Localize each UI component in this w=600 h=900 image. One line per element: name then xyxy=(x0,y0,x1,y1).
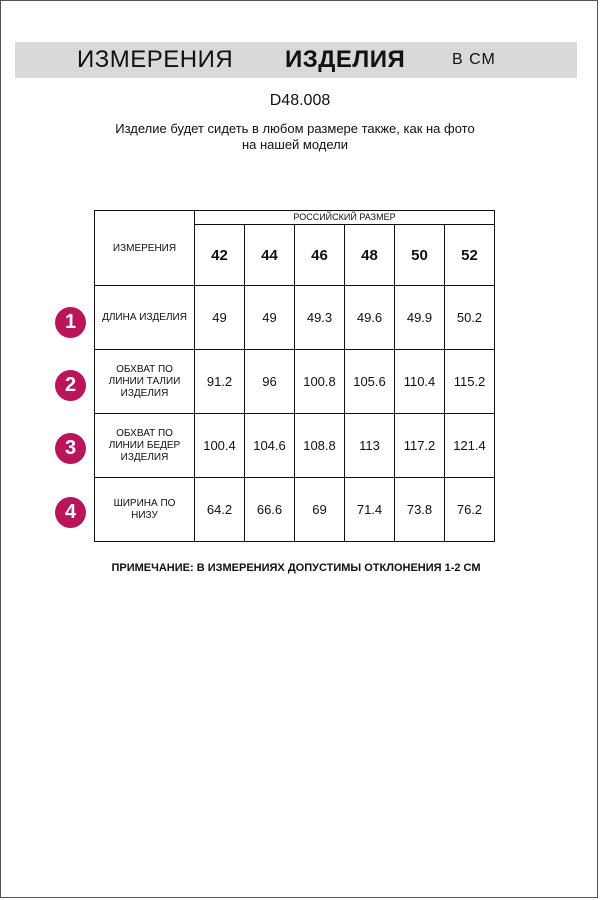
table-cell: 110.4 xyxy=(395,350,445,414)
size-table xyxy=(94,210,495,542)
number-badge-3: 3 xyxy=(55,433,86,464)
row-label-line: ШИРИНА ПО xyxy=(113,497,176,509)
table-cell: 76.2 xyxy=(445,478,495,542)
table-cell: 49 xyxy=(195,286,245,350)
table-cell: 66.6 xyxy=(245,478,295,542)
table-row xyxy=(95,350,495,414)
size-header: 52 xyxy=(445,225,495,286)
row-label-line: ИЗДЕЛИЯ xyxy=(120,451,169,463)
table-cell: 73.8 xyxy=(395,478,445,542)
table-cell: 96 xyxy=(245,350,295,414)
table-cell: 49.9 xyxy=(395,286,445,350)
table-cell: 49 xyxy=(245,286,295,350)
size-header: 42 xyxy=(195,225,245,286)
table-cell: 100.4 xyxy=(195,414,245,478)
size-header: 50 xyxy=(395,225,445,286)
table-cell: 117.2 xyxy=(395,414,445,478)
table-cell: 104.6 xyxy=(245,414,295,478)
row-label-line: ОБХВАТ ПО xyxy=(116,427,173,439)
article-number: D48.008 xyxy=(269,92,331,109)
table-cell: 113 xyxy=(345,414,395,478)
header-title-measurements: ИЗМЕРЕНИЯ xyxy=(77,46,234,73)
size-header: 48 xyxy=(345,225,395,286)
table-cell: 105.6 xyxy=(345,350,395,414)
table-cell: 100.8 xyxy=(295,350,345,414)
row-label-line: ЛИНИИ БЕДЕР xyxy=(108,439,181,451)
row-label-line: ЛИНИИ ТАЛИИ xyxy=(108,375,181,387)
table-cell: 121.4 xyxy=(445,414,495,478)
row-label-line: ОБХВАТ ПО xyxy=(116,363,173,375)
table-cell: 49.6 xyxy=(345,286,395,350)
table-cell: 50.2 xyxy=(445,286,495,350)
table-cell: 64.2 xyxy=(195,478,245,542)
table-cell: 71.4 xyxy=(345,478,395,542)
number-badge-4: 4 xyxy=(55,497,86,528)
table-cell: 108.8 xyxy=(295,414,345,478)
fit-note-line-1: Изделие будет сидеть в любом размере также, как на фото xyxy=(115,121,475,136)
row-label-line: ДЛИНА ИЗДЕЛИЯ xyxy=(102,311,187,323)
table-cell: 69 xyxy=(295,478,345,542)
row-label-hips xyxy=(95,414,195,478)
table-row xyxy=(95,478,495,542)
header-title-item: ИЗДЕЛИЯ xyxy=(285,46,406,73)
table-row xyxy=(95,414,495,478)
size-header: 46 xyxy=(295,225,345,286)
table-row xyxy=(95,286,495,350)
measurements-header: ИЗМЕРЕНИЯ xyxy=(95,211,195,286)
fit-note-line-2: на нашей модели xyxy=(241,137,349,152)
row-label-length xyxy=(95,286,195,350)
fit-note xyxy=(90,121,500,153)
row-label-waist xyxy=(95,350,195,414)
russian-size-header: РОССИЙСКИЙ РАЗМЕР xyxy=(195,211,495,225)
header-bar xyxy=(15,42,577,78)
size-header: 44 xyxy=(245,225,295,286)
table-cell: 115.2 xyxy=(445,350,495,414)
number-badge-2: 2 xyxy=(55,370,86,401)
row-label-line: ИЗДЕЛИЯ xyxy=(120,387,169,399)
number-badge-1: 1 xyxy=(55,307,86,338)
table-cell: 91.2 xyxy=(195,350,245,414)
header-unit: В СМ xyxy=(452,51,496,68)
tolerance-footnote: ПРИМЕЧАНИЕ: В ИЗМЕРЕНИЯХ ДОПУСТИМЫ ОТКЛОНЕНИЯ 1-2 СМ xyxy=(111,562,481,574)
row-label-line: НИЗУ xyxy=(131,509,158,521)
row-label-hem-width xyxy=(95,478,195,542)
table-cell: 49.3 xyxy=(295,286,345,350)
